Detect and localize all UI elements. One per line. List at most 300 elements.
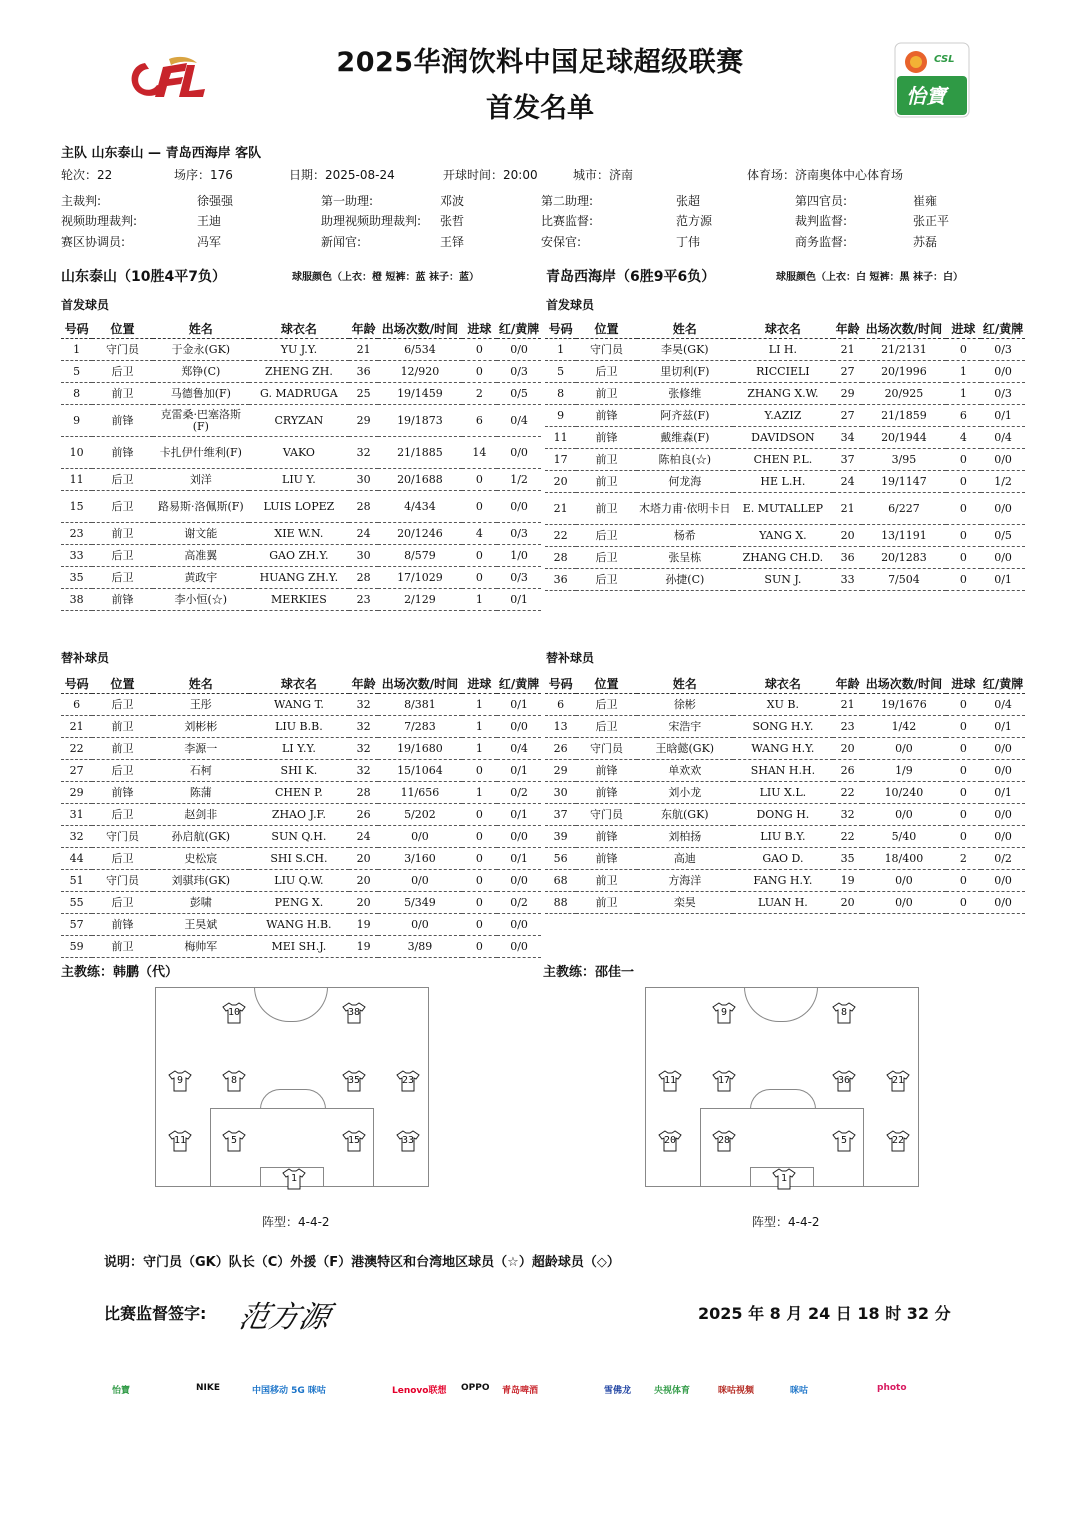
table-cell: 0/0 (981, 870, 1025, 892)
table-cell: 1 (545, 339, 576, 361)
table-cell: 0/4 (497, 405, 541, 437)
jersey-number: 33 (401, 1135, 415, 1146)
table-row (545, 339, 1025, 361)
table-cell: 23 (349, 589, 378, 611)
table-cell: 30 (545, 782, 576, 804)
table-cell: 55 (61, 892, 92, 914)
table-cell: 5/40 (862, 826, 945, 848)
table-cell: 59 (61, 936, 92, 958)
official-name: 徐强强 (197, 194, 234, 208)
away-team-name: 青岛西海岸（6胜9平6负） (546, 269, 716, 285)
table-cell: 梅帅军 (153, 936, 249, 958)
table-cell: 33 (833, 569, 862, 591)
table-cell: 李小恒(☆) (153, 589, 249, 611)
table-cell: 20 (545, 471, 576, 493)
table-cell: 4 (946, 427, 981, 449)
table-cell: 32 (833, 804, 862, 826)
table-cell: 黄政宇 (153, 567, 249, 589)
official-role: 主裁判: (61, 194, 102, 208)
jersey-number: 36 (837, 1075, 851, 1086)
table-cell: 20/1246 (378, 523, 461, 545)
table-cell: 6 (946, 405, 981, 427)
table-row (61, 826, 541, 848)
table-row (545, 694, 1025, 716)
table-cell: 6 (545, 694, 576, 716)
table-row (545, 782, 1025, 804)
table-cell: 32 (349, 716, 378, 738)
official-role: 商务监督: (795, 235, 848, 249)
table-cell: 0 (946, 892, 981, 914)
jersey-number: 20 (663, 1135, 677, 1146)
table-cell: 前卫 (576, 383, 637, 405)
jersey-number: 35 (347, 1075, 361, 1086)
table-cell: 刘小龙 (637, 782, 733, 804)
table-cell: 36 (349, 361, 378, 383)
table-cell: 后卫 (92, 545, 153, 567)
table-cell: 0/1 (981, 782, 1025, 804)
table-cell: 27 (833, 361, 862, 383)
table-cell: 守门员 (576, 738, 637, 760)
player-jersey-icon (832, 1002, 856, 1024)
table-cell: 8 (61, 383, 92, 405)
signature-label: 比赛监督签字: (104, 1304, 207, 1323)
table-cell: 21/1859 (862, 405, 945, 427)
table-cell: MEI SH.J. (249, 936, 349, 958)
table-cell: 10 (61, 437, 92, 469)
table-row (61, 870, 541, 892)
player-jersey-icon (658, 1070, 682, 1092)
table-cell: 刘彬彬 (153, 716, 249, 738)
table-cell: 前卫 (92, 523, 153, 545)
column-header: 红/黄牌 (981, 318, 1025, 339)
table-cell: YU J.Y. (249, 339, 349, 361)
venue: 体育场：济南奥体中心体育场 (747, 168, 904, 182)
sponsor-logo: 咪咕视频 (718, 1386, 755, 1396)
table-cell: 21 (545, 493, 576, 525)
column-header: 年龄 (349, 673, 378, 694)
away-starters-label: 首发球员 (546, 298, 595, 312)
table-cell: 0/1 (981, 569, 1025, 591)
table-cell: 51 (61, 870, 92, 892)
table-cell: 0/0 (497, 716, 541, 738)
table-cell: 0 (946, 716, 981, 738)
table-cell: 0/0 (862, 892, 945, 914)
table-row (61, 523, 541, 545)
official-role: 视频助理裁判: (61, 214, 138, 228)
table-row (61, 914, 541, 936)
table-cell: XU B. (733, 694, 833, 716)
table-cell: 后卫 (576, 525, 637, 547)
table-cell: GAO ZH.Y. (249, 545, 349, 567)
official-role: 赛区协调员: (61, 235, 126, 249)
table-cell: 20 (349, 848, 378, 870)
table-cell: 守门员 (92, 870, 153, 892)
table-row (61, 567, 541, 589)
table-cell: 0/0 (981, 449, 1025, 471)
jersey-number: 11 (173, 1135, 187, 1146)
table-cell: 7/283 (378, 716, 461, 738)
table-cell: 前锋 (576, 782, 637, 804)
table-cell: 21 (833, 493, 862, 525)
table-cell: 0/0 (981, 547, 1025, 569)
table-cell: 21 (833, 694, 862, 716)
table-cell: 后卫 (92, 804, 153, 826)
table-cell: 1 (462, 589, 497, 611)
table-cell: 15 (61, 491, 92, 523)
table-row (61, 437, 541, 469)
table-cell: 2 (462, 383, 497, 405)
official-name: 崔雍 (913, 194, 938, 208)
table-cell: 前卫 (576, 471, 637, 493)
signature-name: 范方源 (235, 1300, 333, 1335)
table-row (545, 870, 1025, 892)
table-cell: XIE W.N. (249, 523, 349, 545)
column-header: 球衣名 (733, 318, 833, 339)
table-cell: FANG H.Y. (733, 870, 833, 892)
table-cell: HUANG ZH.Y. (249, 567, 349, 589)
table-cell: 0/0 (862, 738, 945, 760)
table-row (61, 545, 541, 567)
table-cell: 68 (545, 870, 576, 892)
page-subtitle: 首发名单 (486, 93, 594, 124)
table-cell: 0/0 (497, 826, 541, 848)
table-cell: HE L.H. (733, 471, 833, 493)
table-cell: 0/4 (981, 694, 1025, 716)
sponsor-logo: OPPO (461, 1383, 490, 1393)
away-kit-colors: 球服颜色（上衣：白 短裤：黑 袜子：白） (776, 272, 963, 283)
table-cell: 后卫 (92, 892, 153, 914)
table-cell: 0 (946, 826, 981, 848)
table-cell: 21 (61, 716, 92, 738)
jersey-number: 38 (347, 1007, 361, 1018)
table-row (61, 848, 541, 870)
table-cell: 0/0 (378, 826, 461, 848)
table-cell: 陈蒲 (153, 782, 249, 804)
player-jersey-icon (222, 1070, 246, 1092)
table-cell: 27 (61, 760, 92, 782)
table-cell: 卡扎伊什维利(F) (153, 437, 249, 469)
table-cell: ZHANG CH.D. (733, 547, 833, 569)
table-cell: 22 (545, 525, 576, 547)
match-date: 日期：2025-08-24 (289, 168, 395, 182)
table-cell: 29 (349, 405, 378, 437)
table-cell: 1 (462, 782, 497, 804)
table-cell: 0/0 (497, 339, 541, 361)
table-cell: 6/534 (378, 339, 461, 361)
table-cell: 前锋 (576, 826, 637, 848)
table-cell: 26 (349, 804, 378, 826)
table-row (545, 525, 1025, 547)
table-cell: 前锋 (92, 914, 153, 936)
table-cell: 37 (545, 804, 576, 826)
home-starters-table (61, 318, 541, 611)
official-role: 新闻官: (321, 235, 362, 249)
table-cell: 前锋 (92, 437, 153, 469)
table-row (61, 694, 541, 716)
table-cell: 0/0 (981, 804, 1025, 826)
table-cell: 马德鲁加(F) (153, 383, 249, 405)
table-row (61, 738, 541, 760)
table-cell: 29 (833, 383, 862, 405)
table-cell: 0/3 (981, 383, 1025, 405)
table-cell: 后卫 (576, 361, 637, 383)
table-cell: 24 (349, 523, 378, 545)
table-cell: 0 (462, 870, 497, 892)
table-cell: 前卫 (576, 493, 637, 525)
column-header: 年龄 (833, 673, 862, 694)
column-header: 姓名 (637, 673, 733, 694)
table-cell: 1 (462, 694, 497, 716)
table-cell: 1 (61, 339, 92, 361)
kickoff-time: 开球时间：20:00 (443, 168, 538, 182)
table-cell: PENG X. (249, 892, 349, 914)
column-header: 红/黄牌 (497, 673, 541, 694)
table-cell: 0/1 (497, 589, 541, 611)
table-cell: 0 (946, 493, 981, 525)
home-formation-pitch (155, 987, 429, 1187)
table-cell: 守门员 (92, 826, 153, 848)
table-cell: 19/1459 (378, 383, 461, 405)
table-cell: 88 (545, 892, 576, 914)
table-row (545, 471, 1025, 493)
official-role: 裁判监督: (795, 214, 848, 228)
table-cell: 19 (349, 914, 378, 936)
table-cell: 35 (61, 567, 92, 589)
table-cell: 前卫 (92, 936, 153, 958)
jersey-number: 10 (227, 1007, 241, 1018)
table-cell: 后卫 (92, 760, 153, 782)
jersey-number: 17 (717, 1075, 731, 1086)
home-kit-colors: 球服颜色（上衣：橙 短裤：蓝 袜子：蓝） (292, 272, 479, 283)
sponsor-logo: 青岛啤酒 (502, 1386, 539, 1396)
table-cell: 8/579 (378, 545, 461, 567)
table-cell: 木塔力甫·依明卡日 (637, 493, 733, 525)
table-row (61, 760, 541, 782)
jersey-number: 9 (720, 1007, 728, 1018)
table-row (545, 405, 1025, 427)
table-cell: 5 (545, 361, 576, 383)
table-row (61, 469, 541, 491)
table-cell: 0/3 (497, 361, 541, 383)
table-cell: 杨希 (637, 525, 733, 547)
table-row (545, 361, 1025, 383)
table-cell: E. MUTALLEP (733, 493, 833, 525)
table-cell: 20 (833, 525, 862, 547)
sponsor-logo: 中国移动 5G 咪咕 (252, 1386, 326, 1396)
table-cell: SUN Q.H. (249, 826, 349, 848)
table-cell: 0/5 (497, 383, 541, 405)
table-cell: 57 (61, 914, 92, 936)
table-cell: 高迪 (637, 848, 733, 870)
table-cell: 0/2 (497, 892, 541, 914)
table-cell: 6/227 (862, 493, 945, 525)
table-cell: 0/0 (981, 738, 1025, 760)
table-cell: SHAN H.H. (733, 760, 833, 782)
player-jersey-icon (396, 1130, 420, 1152)
player-jersey-icon (712, 1002, 736, 1024)
table-cell: 宋浩宇 (637, 716, 733, 738)
away-coach: 主教练：邵佳一 (543, 965, 635, 980)
table-cell: 32 (349, 694, 378, 716)
table-cell: 0 (946, 525, 981, 547)
table-cell: 0 (462, 491, 497, 523)
table-cell: 19/1680 (378, 738, 461, 760)
table-cell: 23 (61, 523, 92, 545)
table-cell: 前卫 (576, 449, 637, 471)
column-header: 年龄 (833, 318, 862, 339)
table-cell: 0/4 (981, 427, 1025, 449)
table-cell: 彭啸 (153, 892, 249, 914)
legend-note: 说明：守门员（GK）队长（C）外援（F）港澳特区和台湾地区球员（☆）超龄球员（◇） (104, 1255, 620, 1270)
table-cell: 0/1 (497, 760, 541, 782)
table-cell: 32 (349, 760, 378, 782)
official-name: 张哲 (440, 214, 465, 228)
home-subs-label: 替补球员 (61, 651, 110, 665)
table-cell: WANG T. (249, 694, 349, 716)
table-row (61, 782, 541, 804)
table-cell: 0 (946, 738, 981, 760)
table-row (61, 405, 541, 437)
table-cell: 21/2131 (862, 339, 945, 361)
table-cell: 29 (61, 782, 92, 804)
jersey-number: 5 (230, 1135, 238, 1146)
table-cell: 30 (349, 545, 378, 567)
table-cell: 0 (462, 804, 497, 826)
table-cell: GAO D. (733, 848, 833, 870)
table-cell: 19/1676 (862, 694, 945, 716)
player-jersey-icon (168, 1070, 192, 1092)
table-cell: 赵剑非 (153, 804, 249, 826)
table-cell: 郑铮(C) (153, 361, 249, 383)
table-cell: 李昊(GK) (637, 339, 733, 361)
player-jersey-icon (168, 1130, 192, 1152)
table-cell: 前锋 (576, 760, 637, 782)
table-cell: 后卫 (92, 694, 153, 716)
table-row (61, 804, 541, 826)
official-name: 苏磊 (913, 235, 938, 249)
table-cell: 克雷桑·巴塞洛斯(F) (153, 405, 249, 437)
sponsor-logo: photo (877, 1383, 907, 1393)
column-header: 号码 (545, 673, 576, 694)
player-jersey-icon (886, 1070, 910, 1092)
table-cell: 后卫 (92, 469, 153, 491)
column-header: 球衣名 (249, 318, 349, 339)
player-jersey-icon (396, 1070, 420, 1092)
table-cell: 0 (462, 936, 497, 958)
table-cell: LIU Y. (249, 469, 349, 491)
table-cell: 20/1944 (862, 427, 945, 449)
table-cell: 1 (462, 738, 497, 760)
table-cell: 0/0 (497, 870, 541, 892)
table-cell: 孙启航(GK) (153, 826, 249, 848)
table-cell: LI H. (733, 339, 833, 361)
table-cell: 1/2 (497, 469, 541, 491)
table-cell: LIU B.B. (249, 716, 349, 738)
cestbon-text: 怡寶 (906, 84, 946, 108)
table-cell: 22 (833, 782, 862, 804)
table-cell: 17 (545, 449, 576, 471)
table-cell: LUIS LOPEZ (249, 491, 349, 523)
table-cell: 21 (349, 339, 378, 361)
table-cell: 后卫 (92, 361, 153, 383)
table-cell: 20 (833, 738, 862, 760)
table-cell: 8 (545, 383, 576, 405)
jersey-number: 11 (663, 1075, 677, 1086)
jersey-number: 15 (347, 1135, 361, 1146)
table-cell: SONG H.Y. (733, 716, 833, 738)
official-name: 王铎 (440, 235, 465, 249)
home-starters-label: 首发球员 (61, 298, 110, 312)
table-cell: 0 (946, 471, 981, 493)
table-cell: 陈柏良(☆) (637, 449, 733, 471)
table-cell: 后卫 (576, 694, 637, 716)
sponsor-logo: Lenovo联想 (392, 1386, 447, 1396)
table-cell: 后卫 (92, 848, 153, 870)
column-header: 号码 (545, 318, 576, 339)
table-cell: 0/1 (497, 804, 541, 826)
table-cell: 25 (349, 383, 378, 405)
table-cell: 0/0 (981, 826, 1025, 848)
table-row (545, 804, 1025, 826)
table-row (545, 738, 1025, 760)
jersey-number: 28 (717, 1135, 731, 1146)
table-cell: 30 (349, 469, 378, 491)
table-cell: 张呈栋 (637, 547, 733, 569)
table-cell: 12/920 (378, 361, 461, 383)
table-cell: 26 (545, 738, 576, 760)
table-cell: 王昊斌 (153, 914, 249, 936)
official-role: 安保官: (541, 235, 582, 249)
home-coach: 主教练：韩鹏（代） (61, 965, 179, 980)
sponsor-logo: NIKE (196, 1383, 221, 1393)
home-subs-table (61, 673, 541, 958)
table-cell: 0/0 (981, 361, 1025, 383)
column-header: 进球 (462, 318, 497, 339)
table-cell: LUAN H. (733, 892, 833, 914)
table-cell: 20/925 (862, 383, 945, 405)
table-cell: CRYZAN (249, 405, 349, 437)
table-cell: 栾昊 (637, 892, 733, 914)
table-cell: 0 (946, 569, 981, 591)
sponsor-logo: 怡寶 (112, 1386, 131, 1396)
table-cell: 0/0 (497, 914, 541, 936)
column-header: 出场次数/时间 (378, 673, 461, 694)
table-cell: 11/656 (378, 782, 461, 804)
table-cell: 张修维 (637, 383, 733, 405)
player-jersey-icon (222, 1002, 246, 1024)
table-cell: 前卫 (576, 892, 637, 914)
table-cell: 11 (545, 427, 576, 449)
column-header: 姓名 (637, 318, 733, 339)
table-cell: 0 (946, 694, 981, 716)
official-name: 范方源 (676, 214, 713, 228)
table-cell: 3/95 (862, 449, 945, 471)
table-cell: 37 (833, 449, 862, 471)
table-cell: SUN J. (733, 569, 833, 591)
table-cell: 1/2 (981, 471, 1025, 493)
table-cell: 34 (833, 427, 862, 449)
table-cell: 0/3 (981, 339, 1025, 361)
table-cell: 0/4 (497, 738, 541, 760)
player-jersey-icon (886, 1130, 910, 1152)
table-row (545, 760, 1025, 782)
table-cell: LIU Q.W. (249, 870, 349, 892)
table-cell: 0 (946, 804, 981, 826)
table-cell: 0/3 (497, 567, 541, 589)
jersey-number: 9 (176, 1075, 184, 1086)
table-cell: 石柯 (153, 760, 249, 782)
column-header: 出场次数/时间 (862, 673, 945, 694)
